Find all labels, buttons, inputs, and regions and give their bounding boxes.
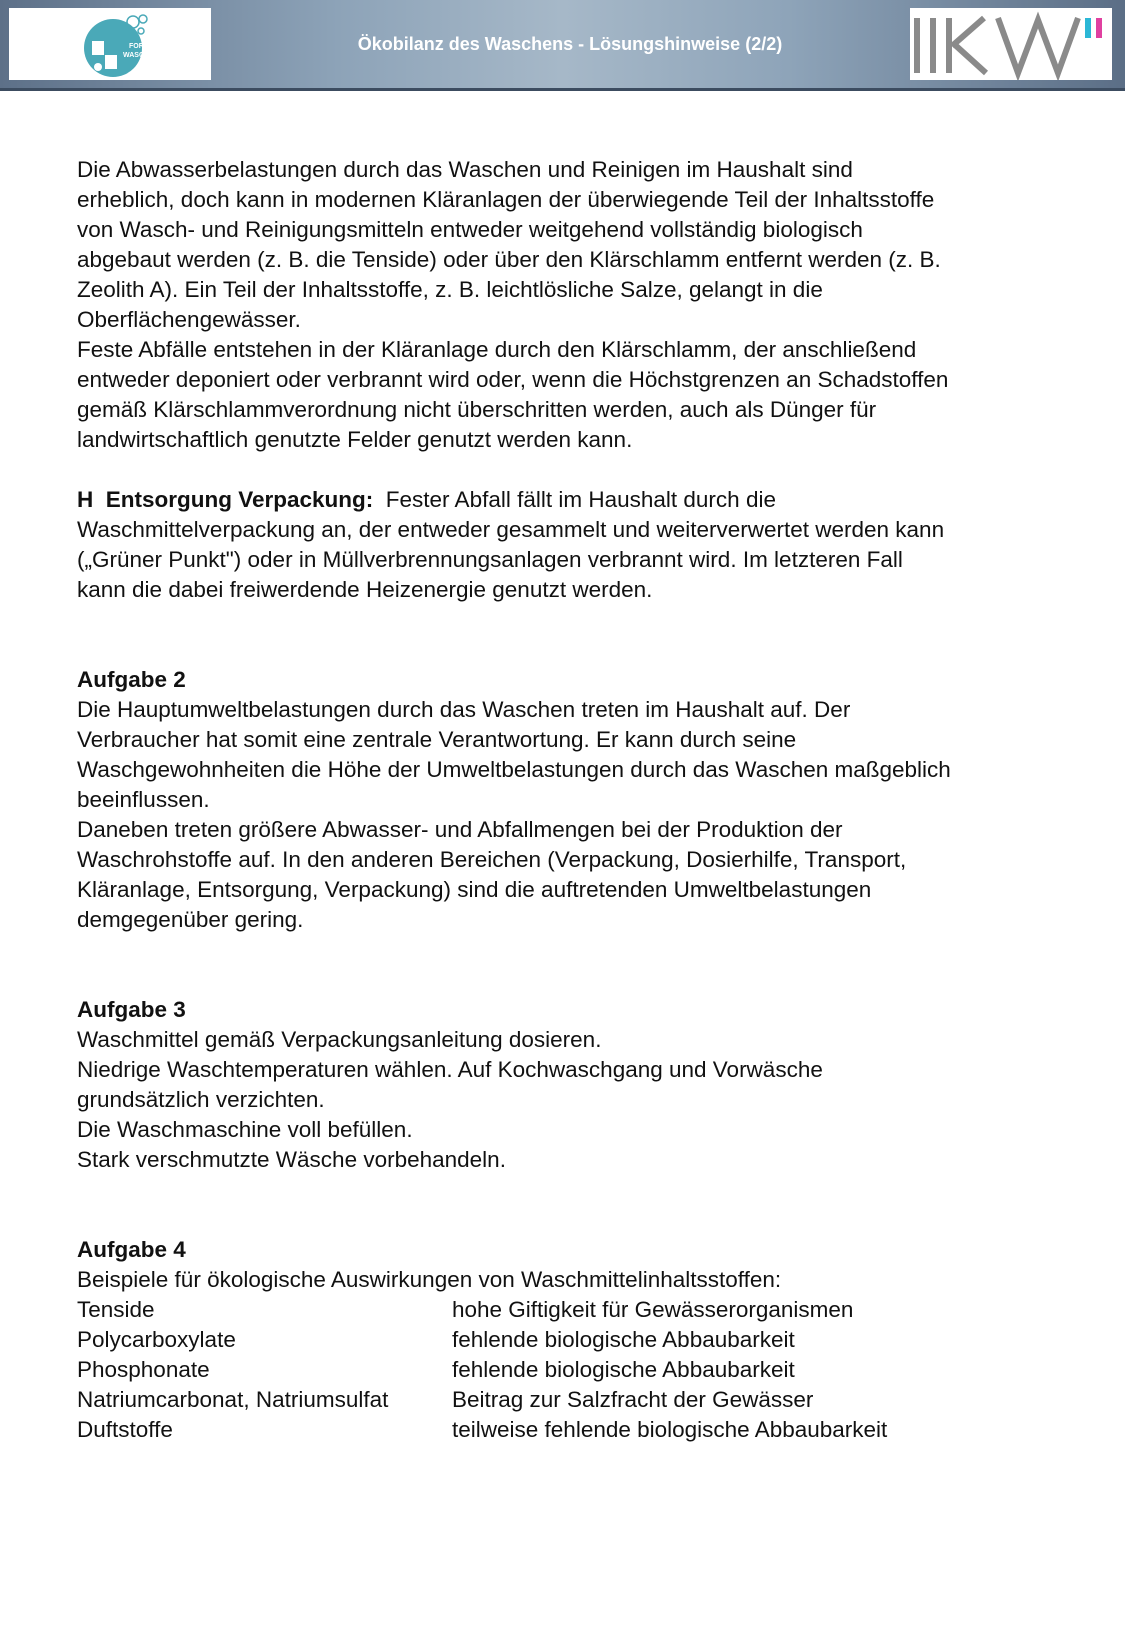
table-row [77, 1385, 887, 1415]
aufgabe-4-heading: Aufgabe 4 [77, 1237, 186, 1262]
page-header [0, 0, 1125, 90]
aufgabe-2-paragraph-2 [77, 815, 1077, 935]
table-row [77, 1295, 887, 1325]
aufgabe-2-heading: Aufgabe 2 [77, 667, 186, 692]
text-line: Fester Abfall fällt im Haushalt durch die [373, 487, 776, 512]
effect-cell: Beitrag zur Salzfracht der Gewässer [452, 1387, 814, 1412]
effect-cell: fehlende biologische Abbaubarkeit [452, 1357, 795, 1382]
ikw-logo [910, 8, 1112, 80]
effect-cell: hohe Giftigkeit für Gewässerorganismen [452, 1297, 854, 1322]
aufgabe-4-intro: Beispiele für ökologische Auswirkungen von Waschmittelinhaltsstoffen: [77, 1267, 782, 1292]
substance-effects-table [77, 1295, 887, 1445]
substance-cell: Natriumcarbonat, Natriumsulfat [77, 1387, 389, 1412]
text-line: Waschgewohnheiten die Höhe der Umweltbelastungen durch das Waschen maßgeblich [77, 757, 951, 782]
header-divider [0, 88, 1125, 91]
text-line: abgebaut werden (z. B. die Tenside) oder über den Klärschlamm entfernt werden (z. B. [77, 247, 941, 272]
text-line: gemäß Klärschlammverordnung nicht überschritten werden, auch als Dünger für [77, 397, 877, 422]
text-line: von Wasch- und Reinigungsmitteln entweder weitgehend vollständig biologisch [77, 217, 863, 242]
text-line: Waschmittel gemäß Verpackungsanleitung dosieren. [77, 1027, 602, 1052]
text-line: Kläranlage, Entsorgung, Verpackung) sind die auftretenden Umweltbelastungen [77, 877, 872, 902]
spacer [77, 1175, 1077, 1235]
spacer [77, 935, 1077, 995]
text-line: grundsätzlich verzichten. [77, 1087, 325, 1112]
table-row [77, 1415, 887, 1445]
text-line: Niedrige Waschtemperaturen wählen. Auf Kochwaschgang und Vorwäsche [77, 1057, 823, 1082]
forum-waschen-logo [9, 8, 211, 80]
forum-logo-text-top: FORUM [129, 43, 155, 50]
text-line: beeinflussen. [77, 787, 210, 812]
aufgabe-2-paragraph-1 [77, 695, 1077, 815]
table-row [77, 1355, 887, 1385]
text-line: Verbraucher hat somit eine zentrale Verantwortung. Er kann durch seine [77, 727, 797, 752]
text-line: Die Waschmaschine voll befüllen. [77, 1117, 413, 1142]
text-line: („Grüner Punkt") oder in Müllverbrennungsanlagen verbrannt wird. Im letzteren Fall [77, 547, 903, 572]
text-line: Waschrohstoffe auf. In den anderen Bereichen (Verpackung, Dosierhilfe, Transport, [77, 847, 907, 872]
substance-cell: Phosphonate [77, 1357, 210, 1382]
spacer [77, 605, 1077, 665]
effect-cell: teilweise fehlende biologische Abbaubarkeit [452, 1417, 888, 1442]
substance-cell: Tenside [77, 1297, 155, 1322]
section-h-label: H Entsorgung Verpackung: [77, 487, 374, 512]
text-line: erheblich, doch kann in modernen Kläranlagen der überwiegende Teil der Inhaltsstoffe [77, 187, 935, 212]
spacer [77, 455, 1077, 485]
aufgabe-3-heading: Aufgabe 3 [77, 997, 186, 1022]
text-line: Zeolith A). Ein Teil der Inhaltsstoffe, z. B. leichtlösliche Salze, gelangt in die [77, 277, 823, 302]
section-h-paragraph [77, 485, 1077, 605]
text-line: Oberflächengewässer. [77, 307, 301, 332]
table-row [77, 1325, 887, 1355]
text-line: Waschmittelverpackung an, der entweder gesammelt und weiterverwertet werden kann [77, 517, 945, 542]
text-line: landwirtschaftlich genutzte Felder genutzt werden kann. [77, 427, 633, 452]
text-line: Feste Abfälle entstehen in der Kläranlage durch den Klärschlamm, der anschließend [77, 337, 917, 362]
text-line: demgegenüber gering. [77, 907, 304, 932]
text-line: Daneben treten größere Abwasser- und Abfallmengen bei der Produktion der [77, 817, 843, 842]
forum-waschen-logo-graphic [77, 11, 159, 79]
document-body [77, 155, 1077, 1445]
aufgabe-3-paragraph [77, 1025, 1077, 1175]
substance-cell: Duftstoffe [77, 1417, 173, 1442]
intro-paragraph-2 [77, 335, 1077, 455]
text-line: Stark verschmutzte Wäsche vorbehandeln. [77, 1147, 506, 1172]
text-line: Die Hauptumweltbelastungen durch das Waschen treten im Haushalt auf. Der [77, 697, 851, 722]
text-line: entweder deponiert oder verbrannt wird oder, wenn die Höchstgrenzen an Schadstoffen [77, 367, 949, 392]
header-title: Ökobilanz des Waschens - Lösungshinweise (2/2) [357, 34, 783, 54]
intro-paragraph-1 [77, 155, 1077, 335]
effect-cell: fehlende biologische Abbaubarkeit [452, 1327, 795, 1352]
forum-logo-text-bottom: WASCHEN [123, 52, 159, 59]
text-line: Die Abwasserbelastungen durch das Waschen und Reinigen im Haushalt sind [77, 157, 853, 182]
ikw-logo-graphic [910, 8, 1112, 80]
substance-cell: Polycarboxylate [77, 1327, 236, 1352]
text-line: kann die dabei freiwerdende Heizenergie genutzt werden. [77, 577, 653, 602]
